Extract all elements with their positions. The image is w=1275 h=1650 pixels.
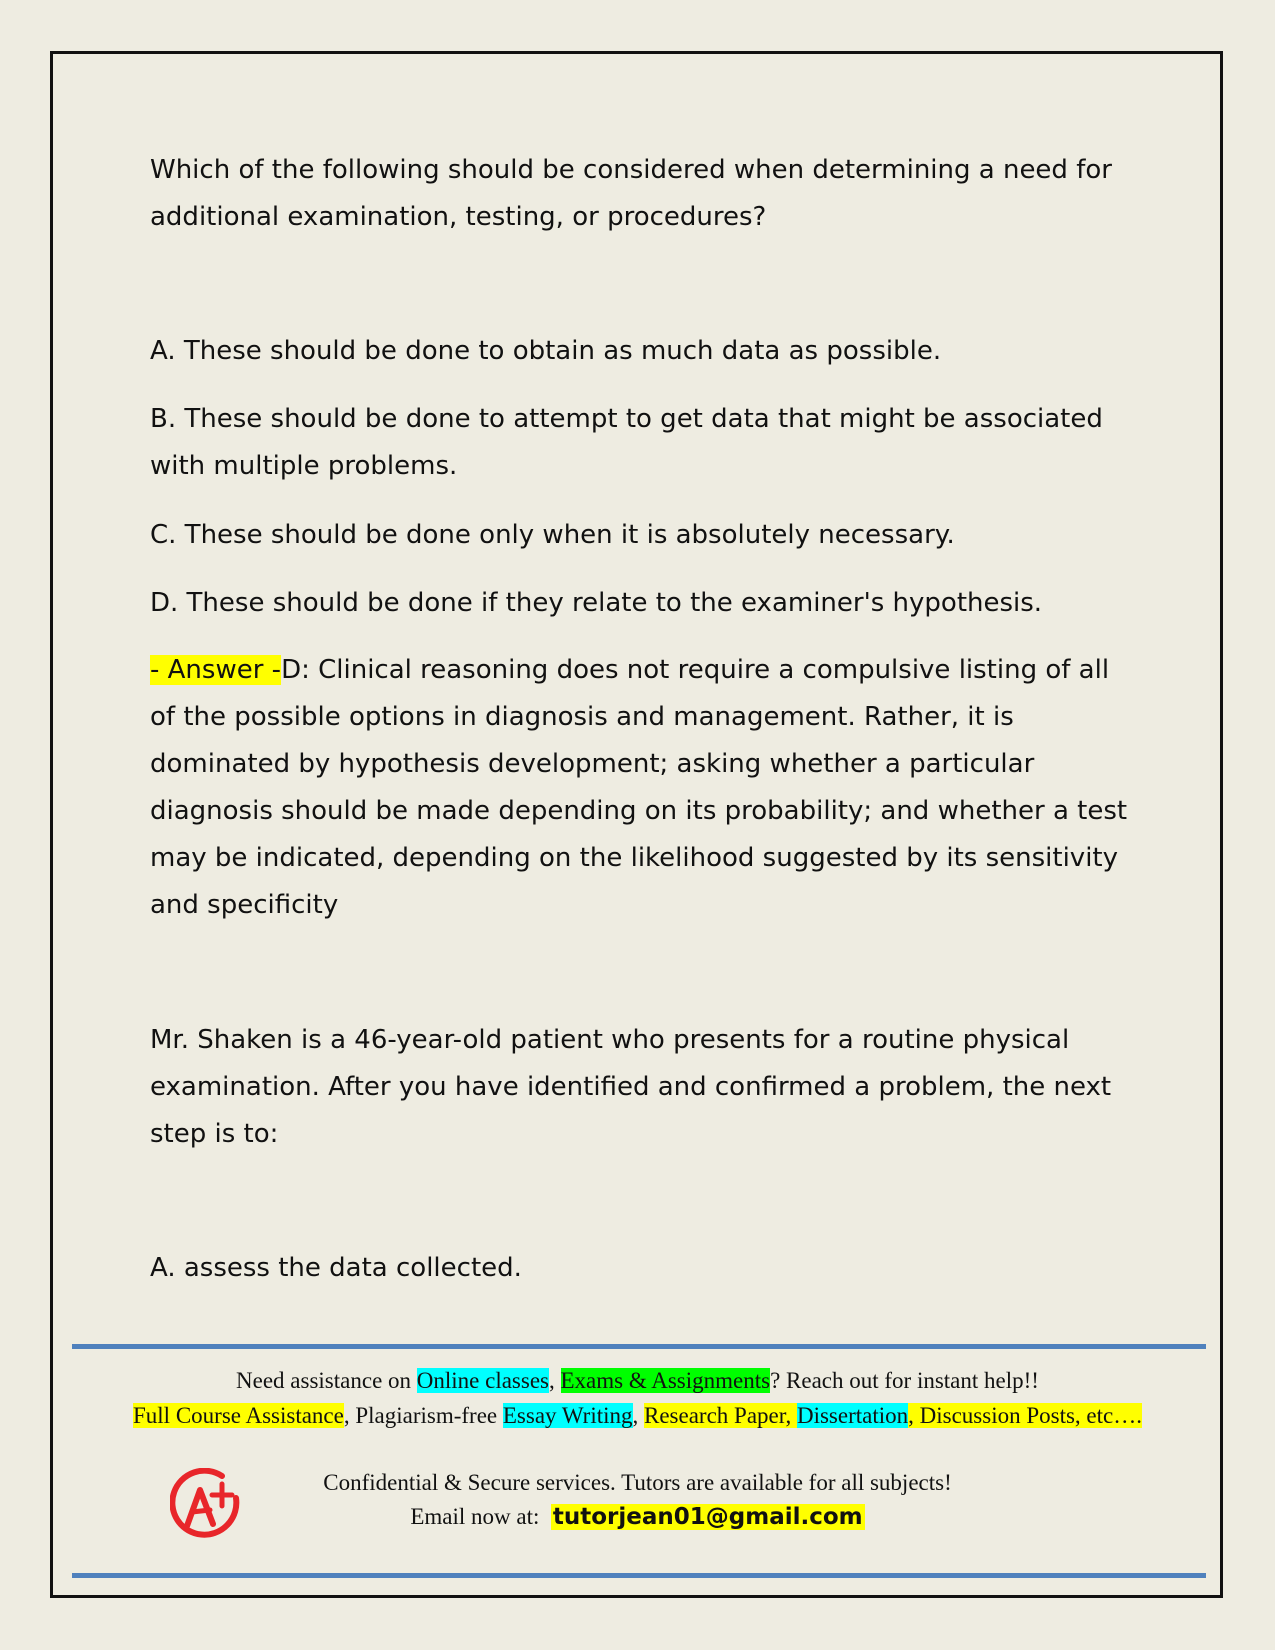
dissertation-highlight: Dissertation: [796, 1403, 909, 1428]
essay-writing-highlight: Essay Writing: [502, 1403, 633, 1428]
footer-line-3: Confidential & Secure services. Tutors are available for all subjects!: [323, 1470, 952, 1495]
footer-top-rule: [72, 1344, 1206, 1349]
email-address[interactable]: tutorjean01@gmail.com: [552, 1504, 863, 1530]
question-2-text: Mr. Shaken is a 46-year-old patient who presents for a routine physical examination. After you have identified and confirmed a problem, the next step is to:: [150, 1025, 1112, 1149]
email-label: Email now at:: [410, 1504, 551, 1529]
question-1-text: Which of the following should be considered when determining a need for additional examination, testing, or procedures?: [150, 155, 1112, 232]
research-paper-highlight: Research Paper,: [644, 1403, 797, 1428]
answer-text: D: Clinical reasoning does not require a compulsive listing of all of the possible options in diagnosis and management. Rather, it is dominated by hypothesis development; asking whether a particular diagnosis should be made depending on its probability; and whether a test may be indicated, depending on the likelihood suggested by its sensitivity and specificity: [150, 655, 1128, 920]
footer-email-line: [60, 1504, 1215, 1530]
online-classes-highlight: Online classes: [416, 1368, 549, 1393]
full-course-highlight: Full Course Assistance: [133, 1403, 344, 1428]
exams-assignments-highlight: Exams & Assignments: [560, 1368, 771, 1393]
discussion-posts-highlight: , Discussion Posts, etc….: [908, 1403, 1142, 1428]
footer-bottom-rule: [72, 1573, 1206, 1578]
footer-line-2: Full Course Assistance, Plagiarism-free Essay Writing, Research Paper, Dissertation, Discussion Posts, etc….: [133, 1403, 1142, 1428]
question-1-option-b: B. These should be done to attempt to get data that might be associated with multiple problems.: [150, 404, 1103, 481]
question-1-option-a: A. These should be done to obtain as much data as possible.: [150, 336, 942, 366]
question-1-option-c: C. These should be done only when it is absolutely necessary.: [150, 520, 955, 550]
question-1-answer: [150, 647, 1130, 929]
question-1-option-d: D. These should be done if they relate to the examiner's hypothesis.: [150, 588, 1043, 618]
question-2-option-a: A. assess the data collected.: [150, 1253, 522, 1283]
footer-line-1: Need assistance on Online classes, Exams & Assignments? Reach out for instant help!!: [236, 1368, 1039, 1393]
answer-label: - Answer -: [150, 655, 282, 685]
